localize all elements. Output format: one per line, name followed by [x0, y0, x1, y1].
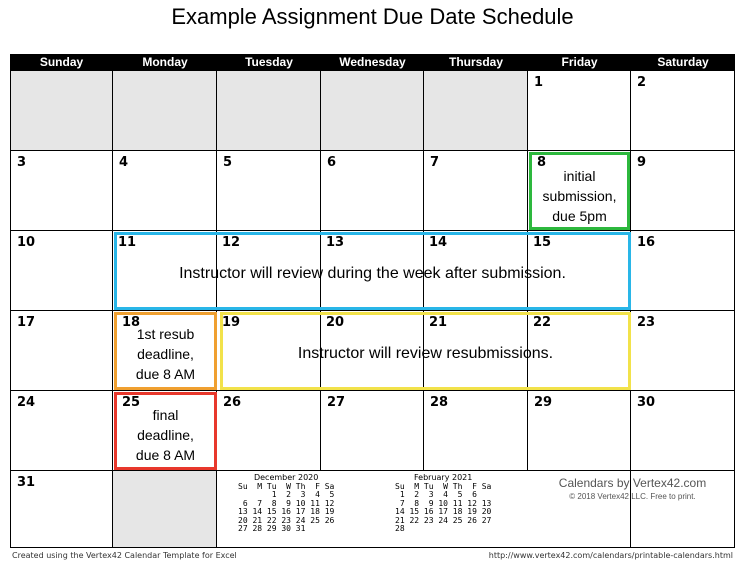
- day-number: 20: [326, 315, 345, 330]
- day-cell-31: [10, 471, 113, 548]
- mini-calendar-row: 1 2 3 4 5: [238, 490, 335, 499]
- mini-calendar-row: 20 21 22 23 24 25 26: [238, 515, 335, 525]
- mini-calendar-row: 6 7 8 9 10 11 12: [238, 498, 335, 508]
- mini-calendar-row: Su M Tu W Th F Sa: [238, 481, 335, 491]
- calendar-grid: [10, 54, 735, 548]
- day-cell-1: [528, 71, 631, 151]
- day-number: 11: [118, 235, 137, 250]
- mini-calendar-row: Su M Tu W Th F Sa: [395, 481, 492, 491]
- day-number: 8: [537, 155, 547, 170]
- day-number: 14: [429, 235, 448, 250]
- day-header-tuesday: Tuesday: [217, 54, 321, 71]
- day-cell-9: [631, 151, 735, 231]
- final-deadline-event: [114, 392, 217, 470]
- empty-cell: [424, 71, 528, 151]
- event-text: Instructor will review during the week after submission.: [179, 265, 566, 282]
- mini-calendar-row: 14 15 16 17 18 19 20: [395, 507, 492, 516]
- day-header-friday: Friday: [528, 54, 631, 71]
- day-cell-5: [217, 151, 321, 231]
- day-number: 23: [637, 315, 656, 330]
- day-number: 9: [637, 155, 647, 170]
- day-header-monday: Monday: [113, 54, 217, 71]
- day-number: 10: [17, 235, 36, 250]
- day-cell-6: [321, 151, 424, 231]
- day-number: 31: [17, 475, 36, 490]
- day-number: 13: [326, 235, 345, 250]
- day-header-saturday: Saturday: [631, 54, 735, 71]
- empty-cell: [217, 71, 321, 151]
- brand-copyright: © 2018 Vertex42 LLC. Free to print.: [569, 492, 696, 501]
- day-cell-4: [113, 151, 217, 231]
- day-number: 29: [534, 395, 553, 410]
- day-number: 30: [637, 395, 656, 410]
- review-resubmissions-event: [220, 312, 631, 390]
- day-number: 27: [327, 395, 346, 410]
- mini-calendar-title: December 2020: [253, 473, 319, 482]
- mini-calendar-row: 21 22 23 24 25 26 27: [395, 515, 492, 525]
- day-number: 19: [222, 315, 241, 330]
- day-number: 7: [430, 155, 440, 170]
- initial-submission-event: [529, 152, 630, 230]
- day-cell-29: [528, 391, 631, 471]
- day-number: 2: [637, 75, 647, 90]
- event-text: final deadline, due 8 AM: [135, 407, 196, 463]
- event-text: Instructor will review resubmissions.: [297, 345, 554, 362]
- mini-calendar-row: 27 28 29 30 31: [238, 524, 306, 533]
- first-resubmission-event: [114, 312, 217, 390]
- mini-calendar-february: [395, 474, 491, 534]
- event-text: initial submission, due 5pm: [542, 168, 617, 224]
- day-number: 3: [17, 155, 27, 170]
- day-cell-2: [631, 71, 735, 151]
- empty-cell: [321, 71, 424, 151]
- event-text: 1st resub deadline, due 8 AM: [135, 326, 196, 382]
- footer-credit: Created using the Vertex42 Calendar Template for Excel: [12, 551, 237, 560]
- mini-calendar-row: 13 14 15 16 17 18 19: [238, 507, 335, 516]
- day-number: 15: [533, 235, 552, 250]
- day-number: 21: [429, 315, 448, 330]
- empty-cell: [113, 471, 217, 548]
- day-number: 24: [17, 395, 36, 410]
- day-cell-17: [10, 311, 113, 391]
- day-cell-30: [631, 391, 735, 471]
- brand-label: Calendars by Vertex42.com: [558, 476, 707, 490]
- day-cell-28: [424, 391, 528, 471]
- day-number: 5: [223, 155, 233, 170]
- day-cell-26: [217, 391, 321, 471]
- day-number: 17: [17, 315, 36, 330]
- day-cell-10: [10, 231, 113, 311]
- day-cell-7: [424, 151, 528, 231]
- mini-calendar-row: 28: [395, 524, 405, 533]
- mini-calendar-row: 1 2 3 4 5 6: [395, 490, 477, 499]
- day-cell-16: [631, 231, 735, 311]
- day-number: 22: [533, 315, 552, 330]
- day-header-sunday: Sunday: [10, 54, 113, 71]
- day-cell-23: [631, 311, 735, 391]
- day-header-wednesday: Wednesday: [321, 54, 424, 71]
- day-header-thursday: Thursday: [424, 54, 528, 71]
- day-cell-3: [10, 151, 113, 231]
- day-number: 12: [222, 235, 241, 250]
- day-number: 1: [534, 75, 544, 90]
- day-number: 18: [122, 315, 141, 330]
- day-number: 16: [637, 235, 656, 250]
- empty-cell: [10, 71, 113, 151]
- mini-calendar-december: [238, 474, 334, 534]
- day-cell-24: [10, 391, 113, 471]
- day-cell-27: [321, 391, 424, 471]
- day-number: 28: [430, 395, 449, 410]
- empty-cell: [113, 71, 217, 151]
- mini-calendar-title: February 2021: [413, 473, 473, 482]
- day-number: 6: [327, 155, 337, 170]
- day-number: 25: [122, 395, 141, 410]
- review-week-event: [114, 232, 631, 310]
- mini-calendar-row: 7 8 9 10 11 12 13: [395, 498, 492, 508]
- day-number: 26: [223, 395, 242, 410]
- day-number: 4: [119, 155, 129, 170]
- footer-url[interactable]: http://www.vertex42.com/calendars/printable-calendars.html: [488, 551, 733, 560]
- page-title: Example Assignment Due Date Schedule: [171, 4, 574, 29]
